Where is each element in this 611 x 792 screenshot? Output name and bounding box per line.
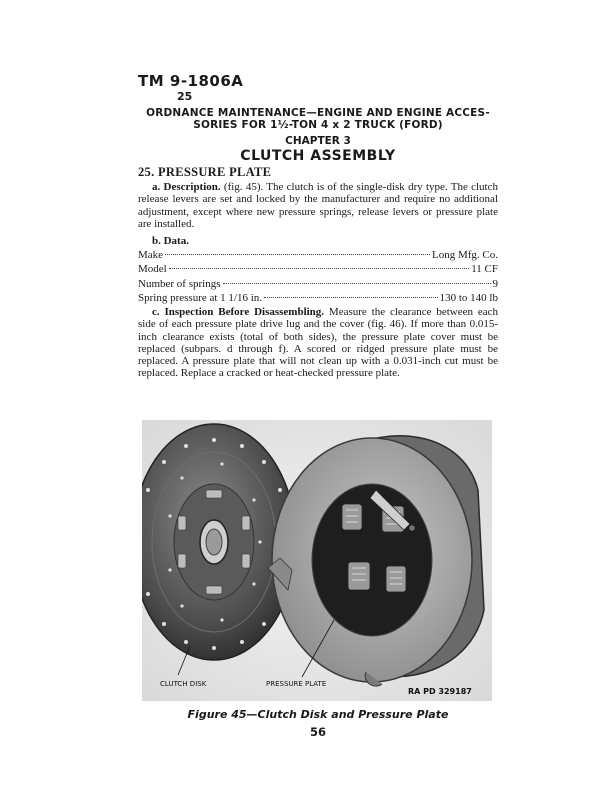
dot-leader: [264, 297, 438, 298]
manual-number: TM 9-1806A: [138, 72, 244, 90]
paragraph-number: 25: [177, 90, 193, 103]
data-row-label: Model: [138, 263, 167, 275]
page-number: 56: [309, 725, 326, 739]
paragraph-b-label: b. Data.: [152, 235, 189, 247]
data-row: [138, 263, 498, 276]
paragraph-a-label: a. Description.: [152, 181, 221, 193]
label-clutch-disk: CLUTCH DISK: [160, 680, 207, 688]
data-row-value: 130 to 140 lb: [439, 292, 498, 304]
data-row-label: Number of springs: [138, 278, 221, 290]
clutch-photo: [142, 420, 492, 701]
data-row-label: Make: [138, 249, 164, 261]
paragraph-a-text: (fig. 45). The clutch is of the single-disk dry type. The clutch release levers are set and locked by the manufacturer and require no additional adjustment, except where new pressure springs, release levers or pressure plate are installed.: [138, 181, 498, 230]
dot-leader: [223, 283, 491, 284]
label-pressure-plate: PRESSURE PLATE: [266, 680, 327, 688]
figure-ref-code: RA PD 329187: [408, 687, 472, 696]
paragraph-b: [138, 235, 498, 247]
figure-caption: Figure 45—Clutch Disk and Pressure Plate: [187, 708, 449, 721]
data-row-value: 9: [492, 278, 498, 290]
paragraph-a: [138, 181, 498, 230]
running-title: [138, 107, 498, 131]
data-row-value: 11 CF: [471, 263, 498, 275]
chapter-title: CLUTCH ASSEMBLY: [240, 148, 396, 164]
running-title-line1: ORDNANCE MAINTENANCE—ENGINE AND ENGINE ACCES-: [146, 107, 490, 119]
data-row-label: Spring pressure at 1 1/16 in.: [138, 292, 263, 304]
dot-leader: [169, 268, 469, 269]
paragraph-c-label: c. Inspection Before Disassembling.: [152, 306, 325, 318]
running-title-line2: SORIES FOR 1½-TON 4 x 2 TRUCK (FORD): [193, 119, 443, 131]
paragraph-c: [138, 306, 498, 380]
chapter-number: CHAPTER 3: [285, 135, 351, 147]
dot-leader: [165, 254, 430, 255]
data-row: [138, 278, 498, 291]
data-row: [138, 292, 498, 305]
data-row-value: Long Mfg. Co.: [432, 249, 498, 261]
section-title: 25. PRESSURE PLATE: [138, 165, 272, 179]
data-row: [138, 249, 498, 262]
paragraph-c-text: Measure the clearance between each side of each pressure plate drive lug and the cover (fig. 46). If more than 0.015-inch clearance exists (total of both sides), the pressure plate cover must be replaced (subpars. d through f). A scored or ridged pressure plate must be replaced. A pressure plate that will not clean up with a 0.031-inch cut must be replaced. Replace a cracked or heat-checked pressure plate.: [138, 306, 498, 380]
